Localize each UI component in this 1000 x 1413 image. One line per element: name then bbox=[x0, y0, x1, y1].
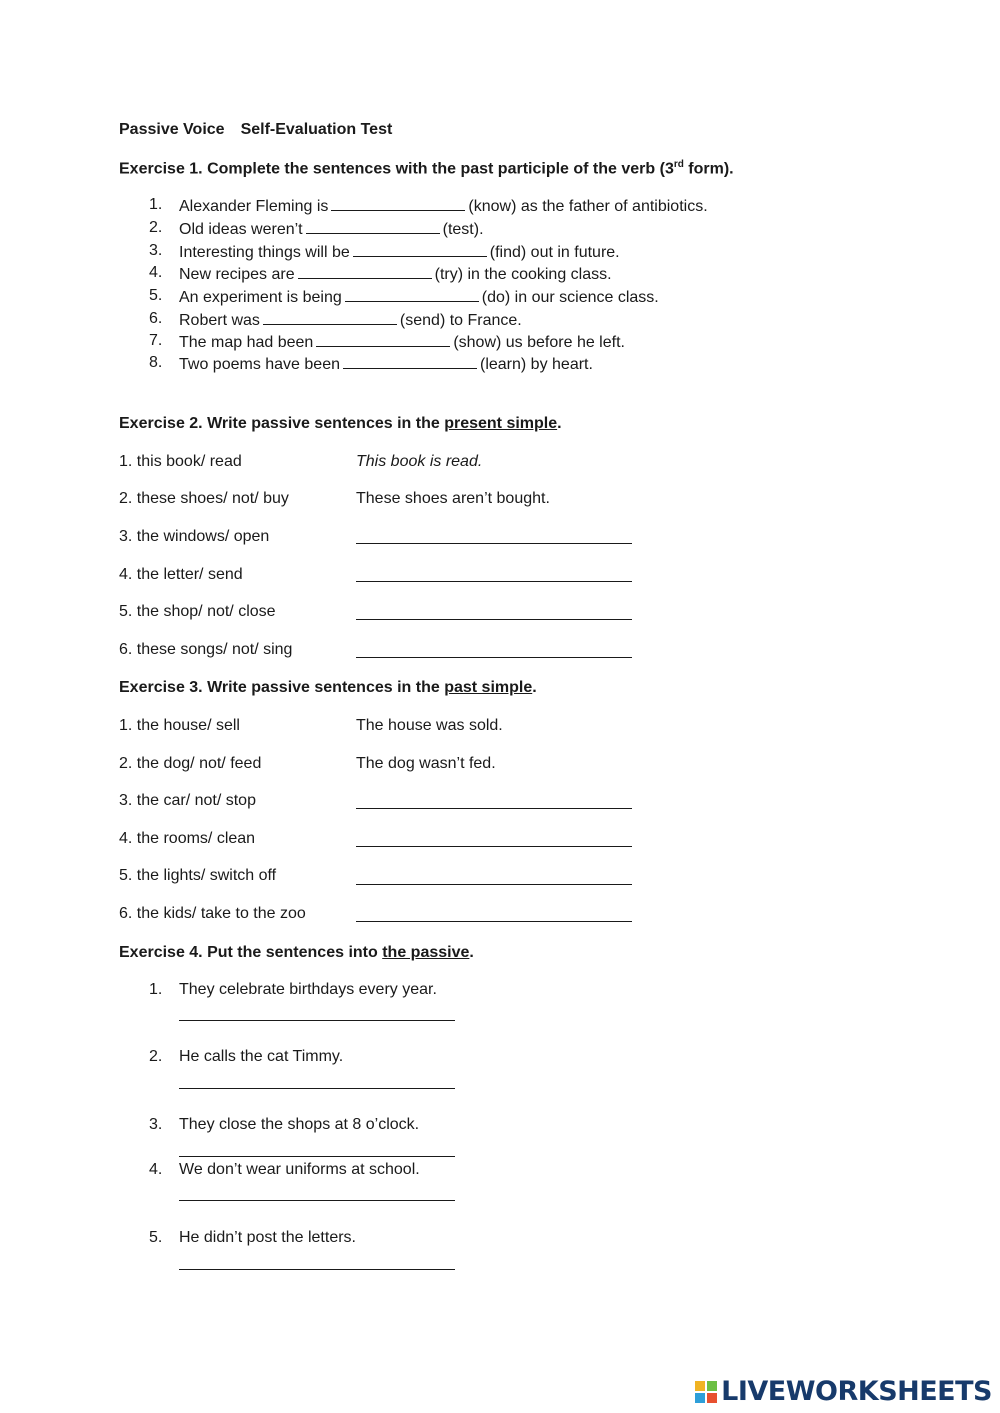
answer-line[interactable] bbox=[179, 1200, 455, 1201]
list-item: We don’t wear uniforms at school. bbox=[179, 1161, 420, 1178]
answer-line[interactable] bbox=[356, 657, 632, 658]
title-text: Passive Voice bbox=[119, 121, 225, 138]
list-number: 4. bbox=[149, 264, 163, 281]
prompt-text: 2. these shoes/ not/ buy bbox=[119, 490, 289, 507]
answer-blank[interactable] bbox=[353, 242, 487, 257]
logo-block bbox=[695, 1381, 705, 1391]
example-answer: The dog wasn’t fed. bbox=[356, 755, 496, 772]
list-item: Old ideas weren’t (test). bbox=[179, 221, 484, 238]
exercise-1-heading: Exercise 1. Complete the sentences with the past participle of the verb (3rd form). bbox=[119, 159, 734, 178]
list-number: 4. bbox=[149, 1161, 163, 1178]
list-number: 8. bbox=[149, 354, 163, 371]
prompt-text: 1. the house/ sell bbox=[119, 717, 240, 734]
logo-block bbox=[707, 1381, 717, 1391]
list-number: 1. bbox=[149, 196, 163, 213]
answer-line[interactable] bbox=[179, 1020, 455, 1021]
answer-blank[interactable] bbox=[343, 354, 477, 369]
list-number: 2. bbox=[149, 219, 163, 236]
prompt-text: 6. these songs/ not/ sing bbox=[119, 641, 293, 658]
answer-line[interactable] bbox=[356, 921, 632, 922]
answer-line[interactable] bbox=[179, 1269, 455, 1270]
prompt-text: 3. the windows/ open bbox=[119, 528, 270, 545]
exercise-3-heading: Exercise 3. Write passive sentences in the past simple. bbox=[119, 679, 537, 696]
answer-line[interactable] bbox=[179, 1088, 455, 1089]
logo-text: LIVEWORKSHEETS bbox=[721, 1376, 992, 1407]
prompt-text: 5. the shop/ not/ close bbox=[119, 603, 276, 620]
answer-line[interactable] bbox=[356, 808, 632, 809]
list-item: New recipes are (try) in the cooking class. bbox=[179, 266, 612, 283]
answer-blank[interactable] bbox=[306, 219, 440, 234]
list-number: 1. bbox=[149, 981, 163, 998]
answer-line[interactable] bbox=[356, 884, 632, 885]
subtitle-text: Self-Evaluation Test bbox=[240, 121, 393, 138]
answer-line[interactable] bbox=[179, 1156, 455, 1157]
list-item: The map had been (show) us before he left. bbox=[179, 334, 625, 351]
list-item: Robert was (send) to France. bbox=[179, 312, 522, 329]
answer-line[interactable] bbox=[356, 543, 632, 544]
list-number: 7. bbox=[149, 332, 163, 349]
answer-line[interactable] bbox=[356, 846, 632, 847]
answer-blank[interactable] bbox=[263, 310, 397, 325]
list-item: He calls the cat Timmy. bbox=[179, 1048, 344, 1065]
list-item: He didn’t post the letters. bbox=[179, 1229, 356, 1246]
example-answer: This book is read. bbox=[356, 453, 483, 470]
prompt-text: 4. the letter/ send bbox=[119, 566, 243, 583]
answer-blank[interactable] bbox=[316, 332, 450, 347]
list-item: Two poems have been (learn) by heart. bbox=[179, 356, 593, 373]
example-answer: These shoes aren’t bought. bbox=[356, 490, 550, 507]
answer-blank[interactable] bbox=[345, 287, 479, 302]
logo-icon bbox=[695, 1381, 717, 1403]
list-item: Alexander Fleming is (know) as the father of antibiotics. bbox=[179, 198, 708, 215]
list-number: 3. bbox=[149, 1116, 163, 1133]
list-number: 2. bbox=[149, 1048, 163, 1065]
list-item: Interesting things will be (find) out in future. bbox=[179, 244, 620, 261]
exercise-4-heading: Exercise 4. Put the sentences into the passive. bbox=[119, 944, 474, 961]
list-number: 3. bbox=[149, 242, 163, 259]
list-number: 5. bbox=[149, 287, 163, 304]
example-answer: The house was sold. bbox=[356, 717, 503, 734]
prompt-text: 4. the rooms/ clean bbox=[119, 830, 256, 847]
list-item: An experiment is being (do) in our science class. bbox=[179, 289, 659, 306]
answer-blank[interactable] bbox=[298, 264, 432, 279]
prompt-text: 2. the dog/ not/ feed bbox=[119, 755, 262, 772]
exercise-2-heading: Exercise 2. Write passive sentences in the present simple. bbox=[119, 415, 562, 432]
list-number: 6. bbox=[149, 310, 163, 327]
answer-line[interactable] bbox=[356, 581, 632, 582]
list-number: 5. bbox=[149, 1229, 163, 1246]
list-item: They celebrate birthdays every year. bbox=[179, 981, 437, 998]
prompt-text: 5. the lights/ switch off bbox=[119, 867, 277, 884]
answer-blank[interactable] bbox=[331, 196, 465, 211]
answer-line[interactable] bbox=[356, 619, 632, 620]
liveworksheets-logo bbox=[695, 1376, 992, 1407]
logo-block bbox=[695, 1393, 705, 1403]
logo-block bbox=[707, 1393, 717, 1403]
page-title bbox=[119, 121, 392, 139]
prompt-text: 3. the car/ not/ stop bbox=[119, 792, 256, 809]
prompt-text: 6. the kids/ take to the zoo bbox=[119, 905, 306, 922]
list-item: They close the shops at 8 o’clock. bbox=[179, 1116, 420, 1133]
prompt-text: 1. this book/ read bbox=[119, 453, 242, 470]
